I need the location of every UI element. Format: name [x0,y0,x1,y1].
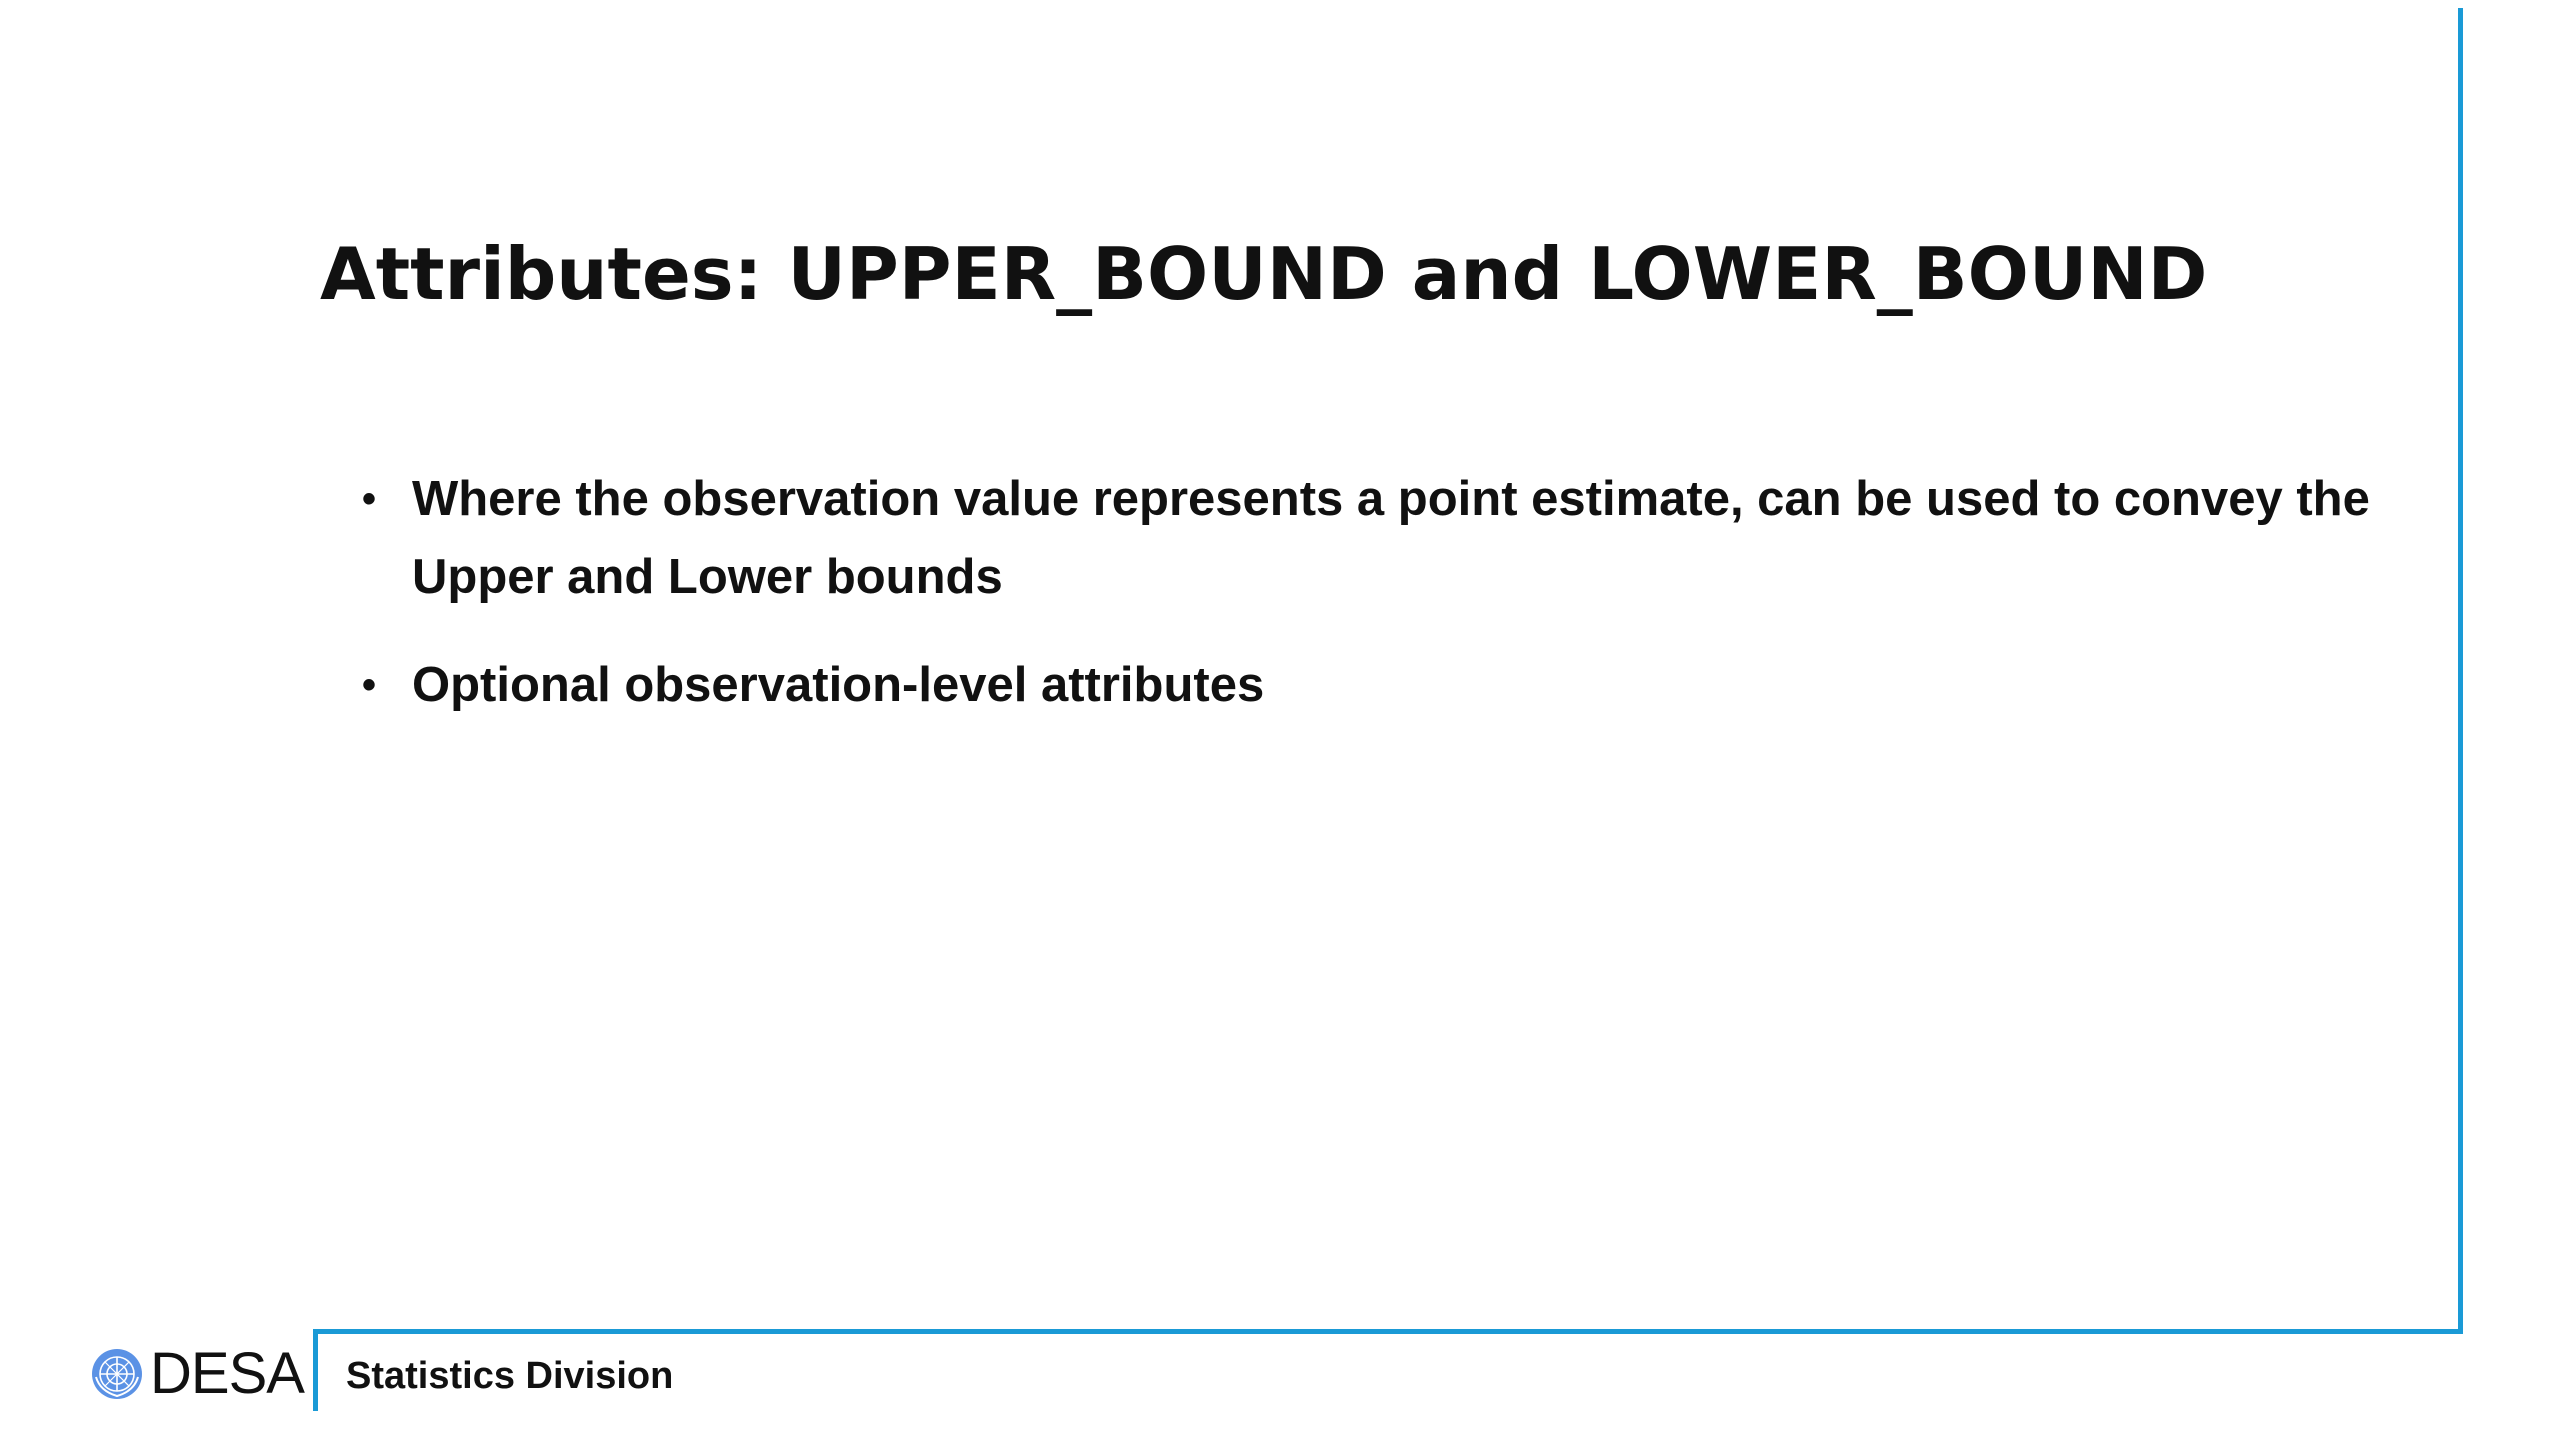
footer-divider [313,1329,318,1411]
desa-logo-text: DESA [150,1341,304,1406]
bullet-item [362,646,2412,724]
slide-title: Attributes: UPPER_BOUND and LOWER_BOUND [320,232,2208,316]
un-emblem-icon [90,1347,144,1401]
division-label: Statistics Division [346,1355,674,1397]
desa-logo [90,1341,304,1406]
bullet-marker: • [362,477,377,521]
bullet-list [362,460,2412,754]
bullet-text: Optional observation-level attributes [412,658,1265,712]
bullet-marker: • [362,663,377,707]
frame-right-border [2458,8,2463,1334]
bullet-text: Where the observation value represents a point estimate, can be used to convey the Upper and Lower bounds [412,472,2370,604]
bullet-item [362,460,2412,616]
frame-bottom-border [313,1329,2463,1334]
